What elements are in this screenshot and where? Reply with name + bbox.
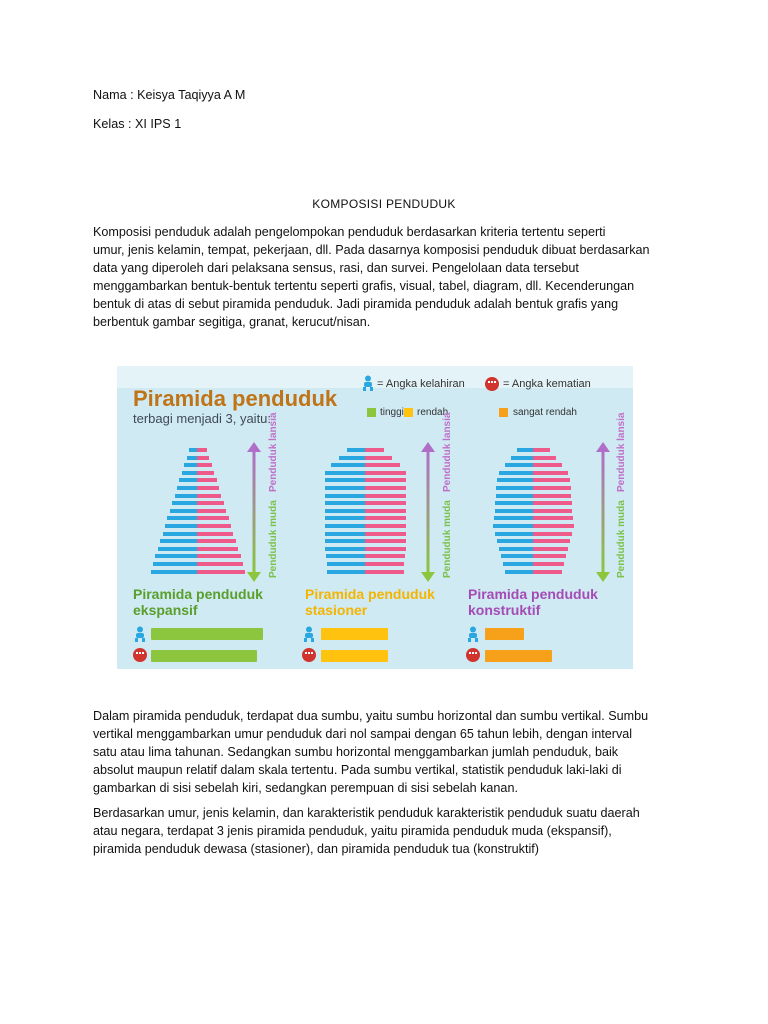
female-bar [365,494,406,498]
legend-swatch-low [404,408,413,417]
male-bar [495,509,533,513]
male-bar [339,456,365,460]
male-bar [325,494,365,498]
male-bar [499,471,533,475]
female-bar [365,509,406,513]
female-bar [197,471,214,475]
male-bar [160,539,197,543]
male-bar [495,501,533,505]
male-bar [496,494,533,498]
birth-rate-bar-stationary [321,628,388,640]
legend-birth: = Angka kelahiran [377,378,465,390]
female-bar [365,456,392,460]
age-arrow-3 [595,442,611,582]
male-bar [495,532,533,536]
female-bar [533,456,556,460]
baby-icon [467,626,479,642]
male-bar [163,532,197,536]
male-bar [331,463,365,467]
female-bar [197,456,209,460]
male-bar [499,547,533,551]
female-bar [365,486,406,490]
male-bar [511,456,533,460]
female-bar [533,539,570,543]
male-bar [325,539,365,543]
female-bar [365,570,404,574]
female-bar [533,562,564,566]
female-bar [365,463,400,467]
male-bar [496,486,533,490]
female-bar [197,562,243,566]
male-bar [155,554,197,558]
male-bar [327,562,365,566]
birth-rate-bar-constrictive [485,628,524,640]
age-arrow-1 [246,442,262,582]
female-bar [197,516,229,520]
death-rate-bar-constrictive [485,650,552,662]
female-bar [197,478,217,482]
female-bar [365,448,384,452]
male-bar [158,547,197,551]
female-bar [533,524,574,528]
male-bar [325,524,365,528]
female-bar [533,501,572,505]
female-bar [365,478,406,482]
legend-swatch-very-low [499,408,508,417]
male-bar [189,448,197,452]
axis-top-label-3: Penduduk lansia [616,412,627,492]
female-bar [365,554,405,558]
legend-very-low: sangat rendah [513,407,577,418]
female-bar [365,516,406,520]
male-bar [170,509,197,513]
page-title: KOMPOSISI PENDUDUK [312,197,456,211]
female-bar [197,448,207,452]
skull-icon [133,648,147,662]
axis-top-label-2: Penduduk lansia [442,412,453,492]
male-bar [325,532,365,536]
male-bar [325,516,365,520]
student-class: Kelas : XI IPS 1 [93,117,182,131]
female-bar [197,524,231,528]
male-bar [325,547,365,551]
male-bar [347,448,365,452]
female-bar [533,547,568,551]
male-bar [505,463,533,467]
paragraph-types: Berdasarkan umur, jenis kelamin, dan karakteristik penduduk karakteristik penduduk suatu daerah atau negara, terdapat 3 jenis piramida penduduk, yaitu piramida penduduk muda (ekspansif), piramida penduduk dewasa (stasioner), dan piramida penduduk tua (konstruktif) [93,806,640,856]
male-bar [325,501,365,505]
paragraph-intro: Komposisi penduduk adalah pengelompokan penduduk berdasarkan kriteria tertentu seperti umur, jenis kelamin, tempat, pekerjaan, dll. Pada dasarnya komposisi penduduk dibuat berdasarkan data yang diperoleh dari pelaksana sensus, rasi, dan survei. Pengelolaan data tersebut menggambarkan bentuk-bentuk tertentu seperti grafis, visual, tabel, diagram, dll. Kecenderungan bentuk di atas di sebut piramida penduduk. Jadi piramida penduduk adalah bentuk grafis yang berbentuk gambar segitiga, granat, kerucut/nisan. [93,225,650,329]
infographic-subtitle: terbagi menjadi 3, yaitu: [133,411,272,426]
student-name: Nama : Keisya Taqiyya A M [93,88,246,102]
male-bar [497,478,533,482]
male-bar [325,471,365,475]
birth-rate-bar-expansive [151,628,263,640]
female-bar [533,471,568,475]
female-bar [533,554,566,558]
female-bar [365,471,406,475]
male-bar [167,516,197,520]
pyramid-name-stationary: Piramida penduduk stasioner [305,586,435,618]
male-bar [153,562,197,566]
female-bar [197,486,219,490]
male-bar [325,509,365,513]
female-bar [533,494,571,498]
female-bar [365,539,406,543]
male-bar [501,554,533,558]
female-bar [533,486,571,490]
male-bar [327,570,365,574]
paragraph-axes: Dalam piramida penduduk, terdapat dua sumbu, yaitu sumbu horizontal dan sumbu vertikal. Sumbu vertikal menggambarkan umur penduduk dari nol sampai dengan 65 tahun lebih, dengan interval satu atau lima tahunan. Sedangkan sumbu horizontal menggambarkan jumlah penduduk, baik absolut maupun relatif dalam skala tertentu. Pada sumbu vertikal, statistik penduduk laki-laki di gambarkan di sisi sebelah kiri, sedangkan perempuan di sisi sebelah kanan. [93,709,649,795]
female-bar [533,532,572,536]
female-bar [533,516,573,520]
male-bar [179,478,197,482]
baby-icon [362,375,374,391]
female-bar [533,448,550,452]
female-bar [533,570,562,574]
legend-low: rendah [417,407,449,418]
female-bar [197,501,224,505]
male-bar [172,501,197,505]
female-bar [365,532,406,536]
infographic-title: Piramida penduduk [133,386,338,411]
male-bar [326,554,365,558]
pyramid-name-expansive: Piramida penduduk ekspansif [133,586,263,618]
male-bar [505,570,533,574]
axis-top-label-1: Penduduk lansia [268,412,279,492]
death-rate-bar-expansive [151,650,257,662]
death-rate-bar-stationary [321,650,388,662]
axis-bottom-label-3: Penduduk muda [616,500,627,578]
male-bar [497,539,533,543]
male-bar [187,456,197,460]
female-bar [197,554,241,558]
male-bar [182,471,197,475]
female-bar [533,463,562,467]
male-bar [325,486,365,490]
legend-swatch-high [367,408,376,417]
female-bar [197,539,236,543]
female-bar [197,570,245,574]
axis-bottom-label-2: Penduduk muda [442,500,453,578]
skull-icon [466,648,480,662]
axis-bottom-label-1: Penduduk muda [268,500,279,578]
female-bar [365,562,404,566]
female-bar [365,547,406,551]
female-bar [365,501,406,505]
male-bar [175,494,197,498]
female-bar [533,509,572,513]
pyramid-infographic [117,366,633,669]
baby-icon [134,626,146,642]
female-bar [197,547,238,551]
male-bar [184,463,197,467]
female-bar [533,478,570,482]
female-bar [197,509,226,513]
male-bar [494,516,533,520]
skull-icon [485,377,499,391]
male-bar [493,524,533,528]
legend-high: tinggi [380,407,404,418]
male-bar [177,486,197,490]
female-bar [197,463,212,467]
female-bar [197,532,233,536]
age-arrow-2 [420,442,436,582]
female-bar [197,494,221,498]
male-bar [503,562,533,566]
pyramid-name-constrictive: Piramida penduduk konstruktif [468,586,598,618]
male-bar [151,570,197,574]
male-bar [165,524,197,528]
skull-icon [302,648,316,662]
male-bar [325,478,365,482]
male-bar [517,448,533,452]
legend-death: = Angka kematian [503,378,591,390]
female-bar [365,524,406,528]
baby-icon [303,626,315,642]
